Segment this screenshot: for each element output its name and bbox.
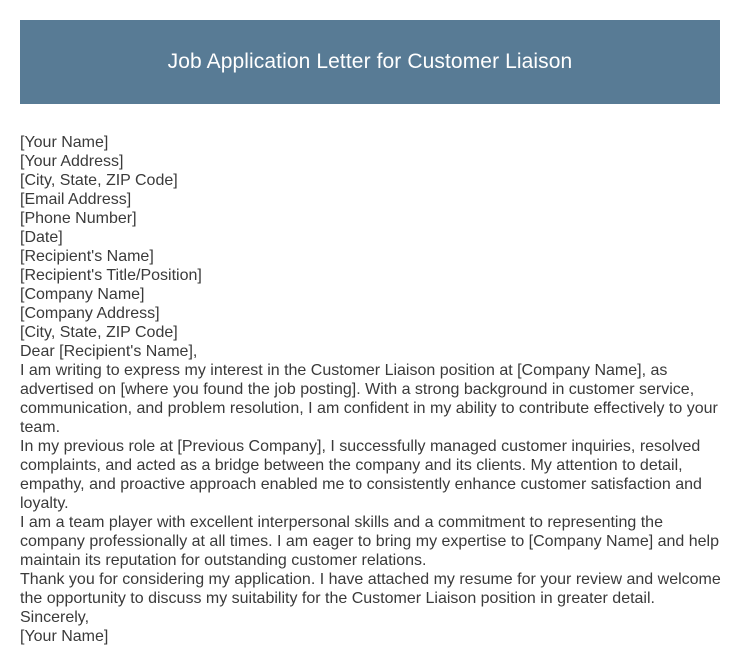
recipient-city-state-zip: [City, State, ZIP Code] [20,324,178,341]
closing: Sincerely, [20,609,90,626]
body-paragraph-experience: In my previous role at [Previous Company], I successfully managed customer inquiries, resolved complaints, and acted as a bridge between the company and its clients. My attention to detail, empathy, and proactive approach enabled me to consistently enhance customer satisfaction and loyalty. [20,438,702,512]
letter-date: [Date] [20,229,63,246]
recipient-title: [Recipient's Title/Position] [20,267,202,284]
body-paragraph-closing: Thank you for considering my application. I have attached my resume for your review and welcome the opportunity to discuss my suitability for the Customer Liaison position in greater detail. [20,571,721,607]
sender-email: [Email Address] [20,191,132,208]
sender-city-state-zip: [City, State, ZIP Code] [20,172,178,189]
sender-phone: [Phone Number] [20,210,137,227]
sender-name: [Your Name] [20,134,109,151]
recipient-company: [Company Name] [20,286,145,303]
title-banner [20,20,720,104]
recipient-address: [Company Address] [20,305,160,322]
sender-address: [Your Address] [20,153,124,170]
page-title: Job Application Letter for Customer Liaison [167,50,573,73]
recipient-name: [Recipient's Name] [20,248,154,265]
signature: [Your Name] [20,628,109,645]
letter-body [20,133,726,646]
body-paragraph-skills: I am a team player with excellent interpersonal skills and a commitment to representing the company professionally at all times. I am eager to bring my expertise to [Company Name] and help maintain its reputation for outstanding customer relations. [20,514,719,569]
body-paragraph-intro: I am writing to express my interest in the Customer Liaison position at [Company Name], as advertised on [where you found the job posting]. With a strong background in customer service, communication, and problem resolution, I am confident in my ability to contribute effectively to your team. [20,362,718,436]
salutation: Dear [Recipient's Name], [20,343,198,360]
